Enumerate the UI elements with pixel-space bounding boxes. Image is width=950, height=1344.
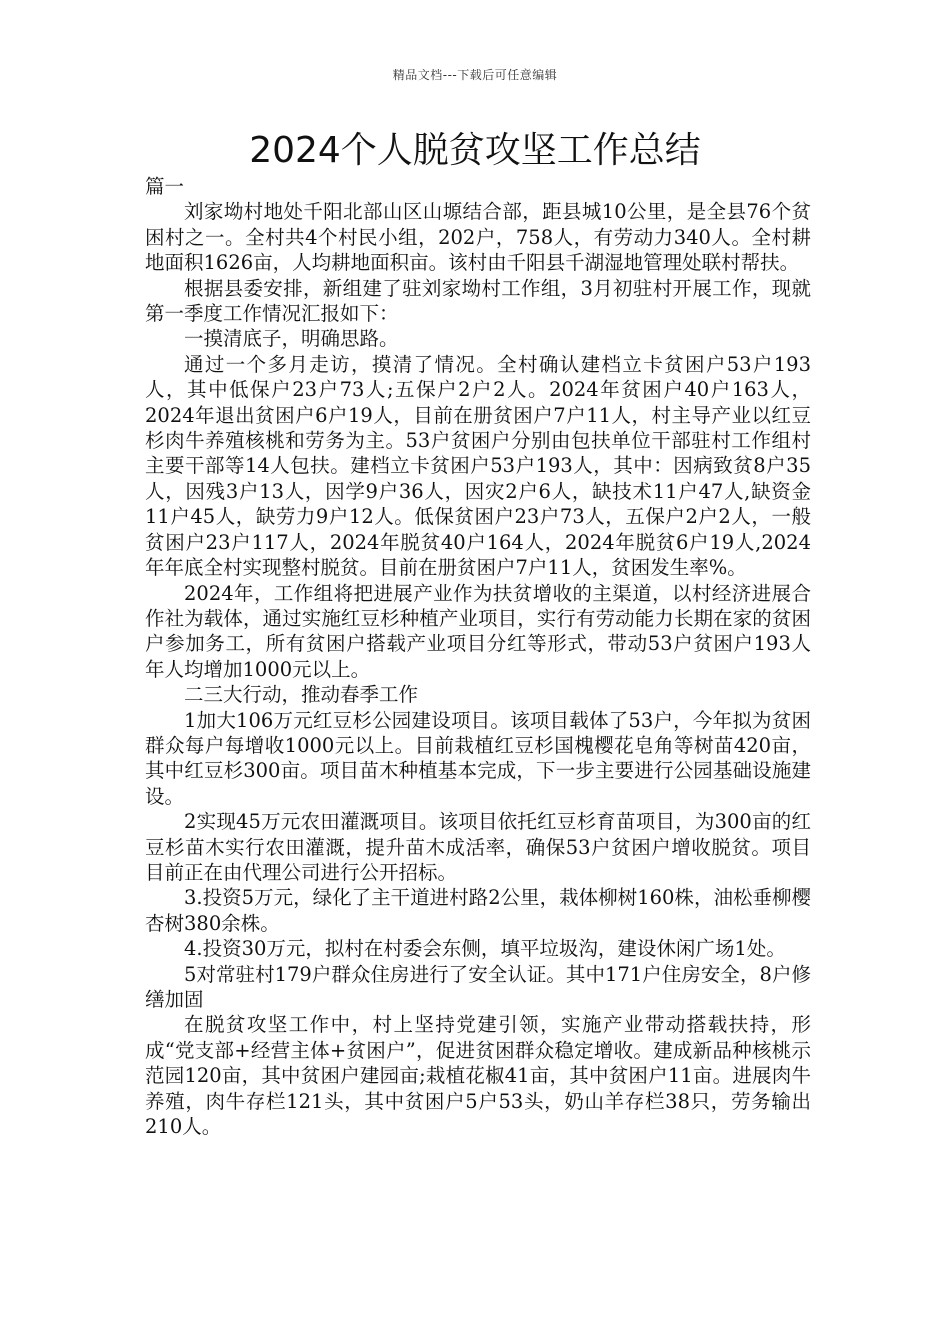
paragraph: 2024年，工作组将把进展产业作为扶贫增收的主渠道，以村经济进展合作社为载体，通过实施红豆杉种植产业项目，实行有劳动能力长期在家的贫困户参加务工，所有贫困户搭载产业项目分红等形式，带动53户贫困户193人年人均增加1000元以上。	[145, 581, 811, 681]
section-label: 篇一	[145, 175, 185, 198]
document-body	[145, 174, 811, 1139]
paragraph: 3.投资5万元，绿化了主干道进村路2公里，栽体柳树160株，油松垂柳樱杏树380余株。	[145, 886, 811, 935]
paragraph: 在脱贫攻坚工作中，村上坚持党建引领，实施产业带动搭载扶持，形成“党支部+经营主体+贫困户”，促进贫困群众稳定增收。建成新品种核桃示范园120亩，其中贫困户建园亩;栽植花椒41亩，其中贫困户11亩。进展肉牛养殖，肉牛存栏121头，其中贫困户5户53头，奶山羊存栏38只，劳务输出210人。	[145, 1013, 811, 1139]
paragraph: 4.投资30万元，拟村在村委会东侧，填平垃圾沟，建设休闲广场1处。	[184, 937, 786, 961]
document-title: 2024个人脱贫攻坚工作总结	[249, 130, 701, 171]
paragraph: 5对常驻村179户群众住房进行了安全认证。其中171户住房安全，8户修缮加固	[145, 962, 811, 1011]
paragraph: 通过一个多月走访，摸清了情况。全村确认建档立卡贫困户53户193人，其中低保户23户73人;五保户2户2人。2024年贫困户40户163人，2024年退出贫困户6户19人，目前在册贫困户7户11人，村主导产业以红豆杉肉牛养殖核桃和劳务为主。53户贫困户分别由包扶单位干部驻村工作组村主要干部等14人包扶。建档立卡贫困户53户193人，其中：因病致贫8户35人，因残3户13人，因学9户36人，因灾2户6人，缺技术11户47人,缺资金11户45人，缺劳力9户12人。低保贫困户23户73人，五保户2户2人，一般贫困户23户117人，2024年脱贫40户164人，2024年脱贫6户19人,2024年年底全村实现整村脱贫。目前在册贫困户7户11人，贫困发生率%。	[145, 352, 811, 580]
paragraph: 刘家坳村地处千阳北部山区山塬结合部，距县城10公里，是全县76个贫困村之一。全村共4个村民小组，202户，758人，有劳动力340人。全村耕地面积1626亩，人均耕地面积亩。该村由千阳县千湖湿地管理处联村帮扶。	[145, 200, 811, 275]
paragraph: 二三大行动，推动春季工作	[184, 683, 419, 707]
paragraph: 一摸清底子，明确思路。	[184, 327, 399, 351]
header-note: 精品文档---下载后可任意编辑	[392, 68, 558, 82]
paragraph: 1加大106万元红豆杉公园建设项目。该项目载体了53户，今年拟为贫困群众每户每增收1000元以上。目前栽植红豆杉国槐樱花皂角等树苗420亩，其中红豆杉300亩。项目苗木种植基本完成，下一步主要进行公园基础设施建设。	[145, 708, 811, 808]
paragraph: 根据县委安排，新组建了驻刘家坳村工作组，3月初驻村开展工作，现就第一季度工作情况汇报如下：	[145, 276, 811, 326]
paragraph: 2实现45万元农田灌溉项目。该项目依托红豆杉育苗项目，为300亩的红豆杉苗木实行农田灌溉，提升苗木成活率，确保53户贫困户增收脱贫。项目目前正在由代理公司进行公开招标。	[145, 810, 811, 884]
